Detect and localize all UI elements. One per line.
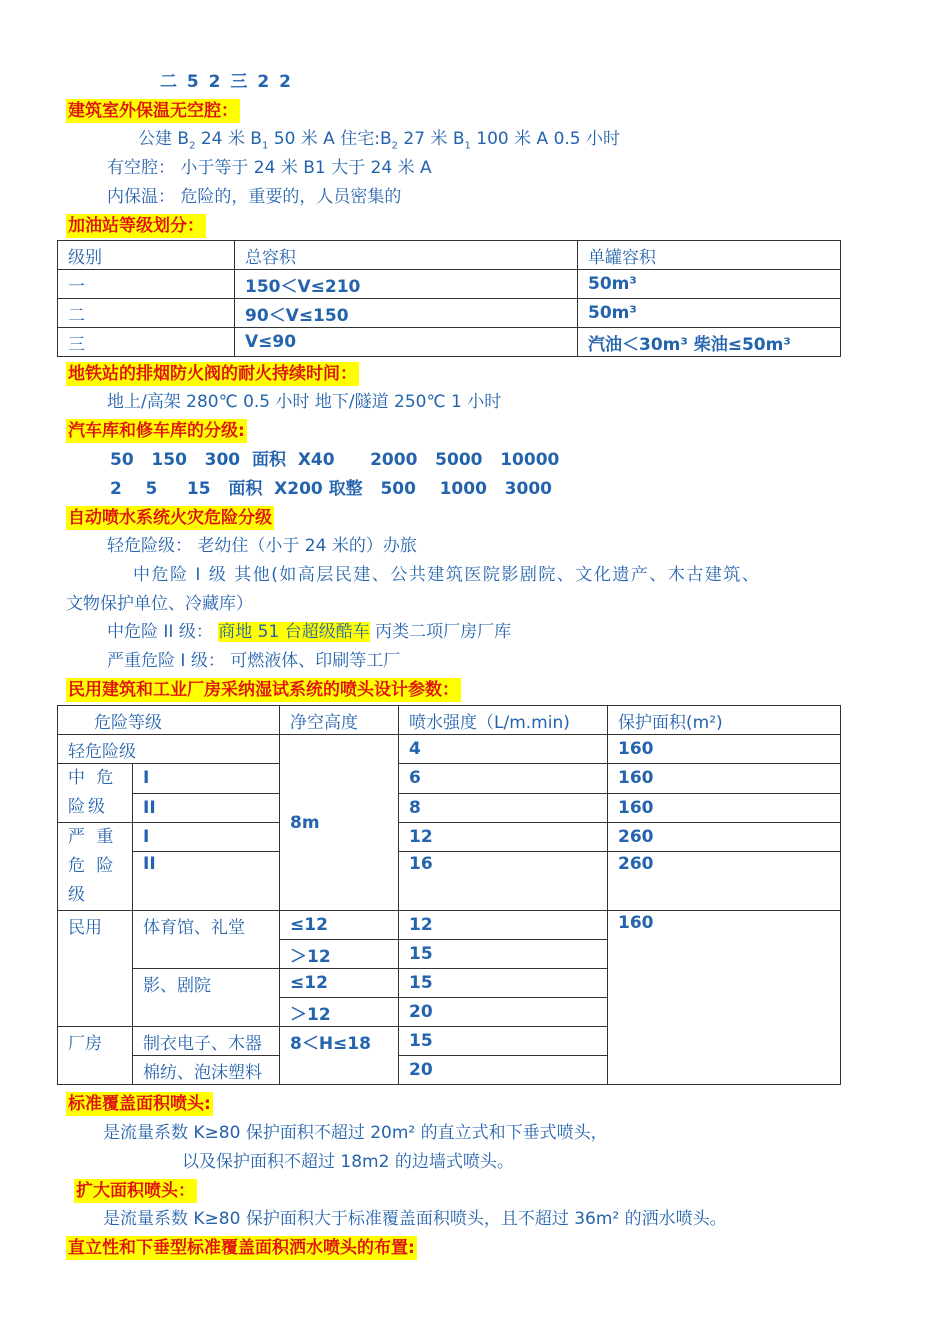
table-cell: 50m³ — [578, 270, 841, 299]
table-cell: 260 — [608, 823, 841, 852]
table-cell: 260 — [608, 852, 841, 911]
table-cell: 制衣电子、木器 — [133, 1027, 280, 1056]
standard-nozzle-line-2: 以及保护面积不超过 18m2 的边墙式喷头。 — [182, 1152, 514, 1172]
table-row — [58, 793, 841, 823]
section-title-metro: 地铁站的排烟防火阀的耐火持续时间： — [68, 364, 357, 384]
hazard-line-4: 中危险 II 级： 商地 51 台超级酷车 丙类二项厂房厂库 — [107, 622, 512, 642]
table-cell: II — [133, 793, 280, 823]
metro-line: 地上/高架 280℃ 0.5 小时 地下/隧道 250℃ 1 小时 — [107, 392, 502, 412]
table-cell: 160 — [608, 793, 841, 823]
section-title-standard-nozzle: 标准覆盖面积喷头: — [68, 1094, 211, 1114]
section-title-nozzle-params: 民用建筑和工业厂房采纳湿试系统的喷头设计参数： — [68, 680, 459, 700]
table-cell: 棉纺、泡沫塑料 — [133, 1056, 280, 1085]
table-header-cell: 净空高度 — [280, 706, 399, 735]
section-title-extended-nozzle: 扩大面积喷头： — [76, 1181, 195, 1201]
insulation-line-3: 内保温： 危险的，重要的，人员密集的 — [107, 187, 402, 207]
table-cell: 16 — [399, 852, 608, 911]
table-cell: 轻危险级 — [58, 735, 280, 764]
nozzle-param-table — [57, 705, 841, 1085]
table-cell: 6 — [399, 764, 608, 794]
table-cell: 汽油＜30m³ 柴油≤50m³ — [578, 328, 841, 357]
hazard-line-2: 中危险 I 级 其他(如高层民建、公共建筑医院影剧院、文化遗产、木古建筑、 — [133, 565, 761, 585]
table-cell: ＞12 — [280, 998, 399, 1027]
table-cell: 8m — [280, 735, 399, 911]
table-row — [58, 764, 841, 794]
table-cell: 160 — [608, 911, 841, 1085]
table-header-cell: 保护面积(m²) — [608, 706, 841, 735]
table-cell: ≤12 — [280, 969, 399, 998]
highlighted-mnemonic: 商地 51 台超级酷车 — [218, 622, 370, 642]
table-cell: 一 — [58, 270, 235, 299]
table-cell: 8＜H≤18 — [280, 1027, 399, 1085]
table-cell: I — [133, 823, 280, 852]
gas-station-table — [57, 240, 841, 357]
table-cell: 15 — [399, 1027, 608, 1056]
hazard-line-5: 严重危险 I 级： 可燃液体、印刷等工厂 — [107, 651, 401, 671]
extended-nozzle-line: 是流量系数 K≥80 保护面积大于标准覆盖面积喷头，且不超过 36m² 的洒水喷头。 — [103, 1209, 727, 1229]
insulation-line-2: 有空腔： 小于等于 24 米 B1 大于 24 米 A — [107, 158, 432, 178]
table-row — [58, 823, 841, 852]
table-cell: 民用 — [58, 911, 133, 1027]
table-cell: 12 — [399, 823, 608, 852]
hazard-line-1: 轻危险级： 老幼住（小于 24 米的）办旅 — [107, 536, 417, 556]
table-cell: ≤12 — [280, 911, 399, 940]
standard-nozzle-line-1: 是流量系数 K≥80 保护面积不超过 20m² 的直立式和下垂式喷头， — [103, 1123, 608, 1143]
table-cell: 12 — [399, 911, 608, 940]
table-row — [58, 911, 841, 940]
table-cell: 50m³ — [578, 299, 841, 328]
table-header-cell: 危险等级 — [58, 706, 280, 735]
section-title-garage: 汽车库和修车库的分级: — [68, 421, 245, 441]
table-cell: II — [133, 852, 280, 911]
table-cell: 160 — [608, 764, 841, 794]
table-cell: 体育馆、礼堂 — [133, 911, 280, 969]
table-row — [58, 735, 841, 764]
table-cell: I — [133, 764, 280, 794]
table-cell: V≤90 — [235, 328, 578, 357]
table-header-cell: 总容积 — [235, 241, 578, 270]
table-cell: 160 — [608, 735, 841, 764]
table-cell: 厂房 — [58, 1027, 133, 1085]
table-header-cell: 单罐容积 — [578, 241, 841, 270]
table-cell: 150＜V≤210 — [235, 270, 578, 299]
section-title-gas-station: 加油站等级划分： — [68, 216, 204, 236]
table-cell: 影、剧院 — [133, 969, 280, 1027]
table-cell: 20 — [399, 998, 608, 1027]
section-title-sprinkler-hazard: 自动喷水系统火灾危险分级 — [68, 508, 272, 528]
table-cell: ＞12 — [280, 940, 399, 969]
table-row — [58, 270, 841, 299]
table-cell: 中 危险级 — [58, 764, 133, 823]
table-cell: 严 重危 险级 — [58, 823, 133, 911]
table-header-cell: 级别 — [58, 241, 235, 270]
garage-line-1: 50 150 300 面积 X40 2000 5000 10000 — [110, 450, 560, 470]
section-title-nozzle-layout: 直立性和下垂型标准覆盖面积洒水喷头的布置: — [68, 1238, 415, 1258]
table-row — [58, 706, 841, 735]
table-cell: 4 — [399, 735, 608, 764]
table-row — [58, 299, 841, 328]
insulation-line-1: 公建 $B_2$ 24 米 $B_1$ 50 米 A 住宅$:B_2$ 27 米 $B_1$ 100 米 A 0.5 小时 — [138, 129, 621, 152]
hazard-line-3: 文物保护单位、冷藏库） — [66, 594, 253, 614]
garage-line-2: 2 5 15 面积 X200 取整 500 1000 3000 — [110, 479, 552, 499]
table-cell: 15 — [399, 940, 608, 969]
table-row — [58, 328, 841, 357]
table-row — [58, 852, 841, 911]
table-header-cell: 喷水强度（L/m.min) — [399, 706, 608, 735]
table-cell: 三 — [58, 328, 235, 357]
top-line: 二 5 2 三 2 2 — [160, 72, 293, 92]
section-title-insulation: 建筑室外保温无空腔： — [68, 101, 238, 121]
table-cell: 二 — [58, 299, 235, 328]
table-cell: 20 — [399, 1056, 608, 1085]
table-row — [58, 241, 841, 270]
table-cell: 15 — [399, 969, 608, 998]
table-cell: 8 — [399, 793, 608, 823]
table-cell: 90＜V≤150 — [235, 299, 578, 328]
